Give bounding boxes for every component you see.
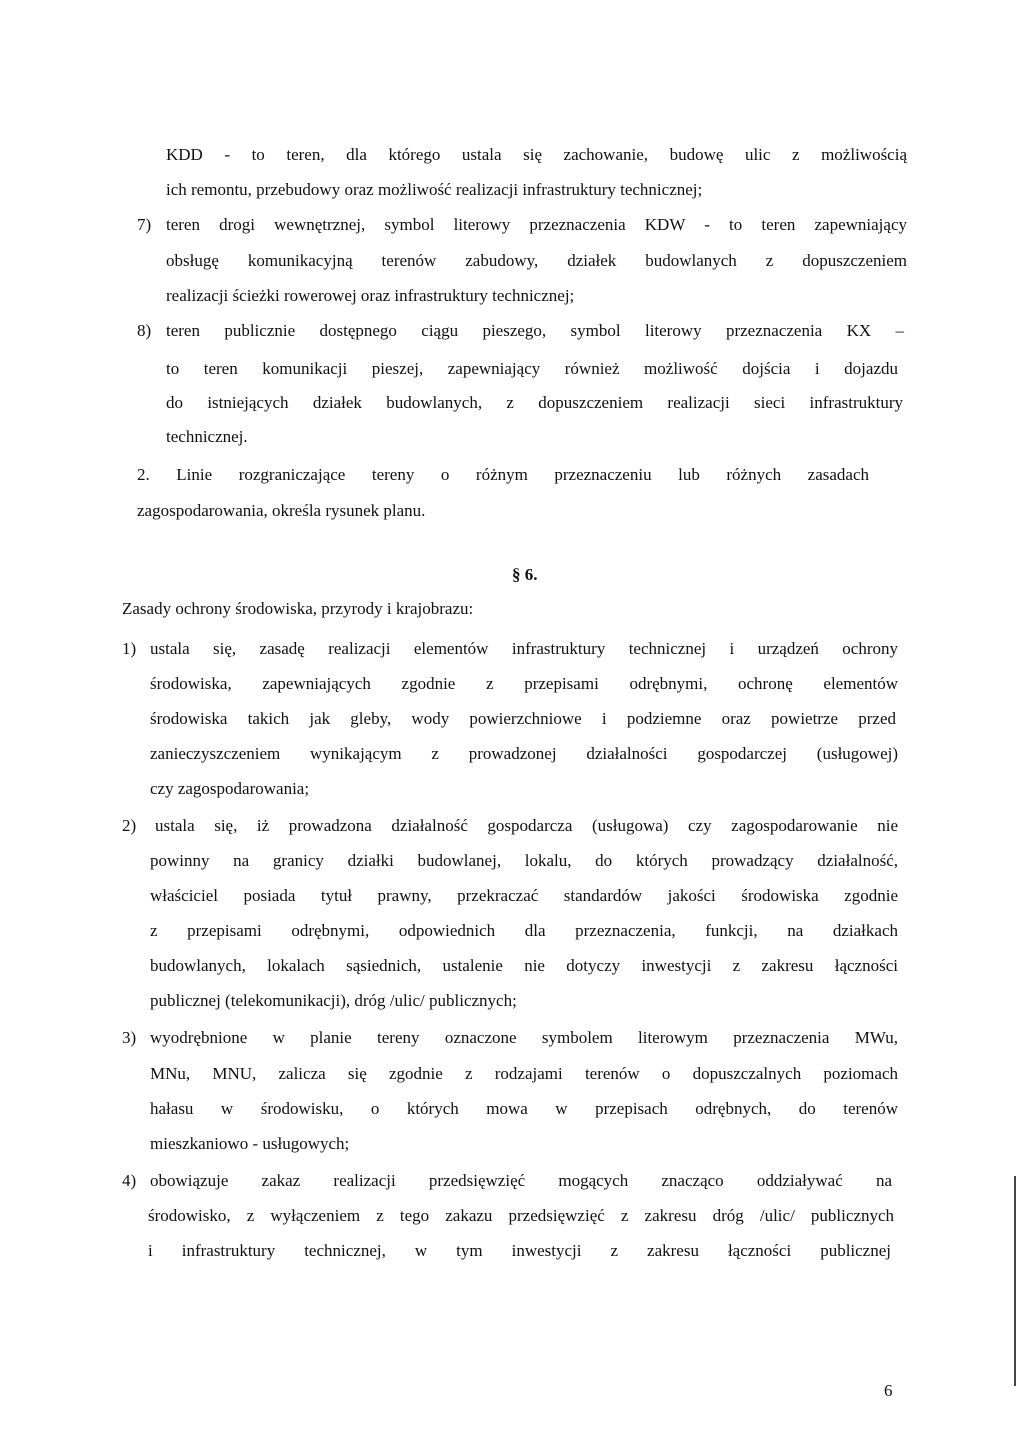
scan-edge-line [1014,1176,1016,1386]
item-number: 7) [137,215,152,234]
text-line: ustala się, zasadę realizacji elementów infrastruktury technicznej i urządzeń ochrony [150,639,898,658]
text-line: ich remontu, przebudowy oraz możliwość realizacji infrastruktury technicznej; [166,180,703,199]
text-line: z przepisami odrębnymi, odpowiednich dla przeznaczenia, funkcji, na działkach [150,921,898,940]
item-number: 2) [122,816,137,835]
item-number: 4) [122,1171,137,1190]
text-line: zanieczyszczeniem wynikającym z prowadzonej działalności gospodarczej (usługowej) [150,744,898,763]
text-line: obsługę komunikacyjną terenów zabudowy, działek budowlanych z dopuszczeniem [166,251,907,270]
text-line: powinny na granicy działki budowlanej, lokalu, do których prowadzący działalność, [150,851,898,870]
text-line: 2. Linie rozgraniczające tereny o różnym przeznaczeniu lub różnych zasadach [137,465,869,484]
text-line: środowiska takich jak gleby, wody powierzchniowe i podziemne oraz powietrze przed [150,709,896,728]
text-line: teren drogi wewnętrznej, symbol literowy przeznaczenia KDW - to teren zapewniający [166,215,907,234]
text-line: czy zagospodarowania; [150,779,310,798]
page-number: 6 [884,1381,893,1400]
item-number: 8) [137,321,152,340]
text-line: ustala się, iż prowadzona działalność gospodarcza (usługowa) czy zagospodarowanie nie [155,816,898,835]
text-line: właściciel posiada tytuł prawny, przekraczać standardów jakości środowiska zgodnie [150,886,898,905]
text-line: publicznej (telekomunikacji), dróg /ulic/ publicznych; [150,991,517,1010]
text-line: MNu, MNU, zalicza się zgodnie z rodzajami terenów o dopuszczalnych poziomach [150,1064,898,1083]
text-line: mieszkaniowo - usługowych; [150,1134,350,1153]
text-line: to teren komunikacji pieszej, zapewniający również możliwość dojścia i dojazdu [166,359,898,378]
text-line: teren publicznie dostępnego ciągu pieszego, symbol literowy przeznaczenia KX – [166,321,904,340]
text-line: zagospodarowania, określa rysunek planu. [137,501,426,520]
text-line: KDD - to teren, dla którego ustala się zachowanie, budowę ulic z możliwością [166,145,907,164]
text-line: środowiska, zapewniających zgodnie z przepisami odrębnymi, ochronę elementów [150,674,898,693]
text-line: środowisko, z wyłączeniem z tego zakazu przedsięwzięć z zakresu dróg /ulic/ publicznych [148,1206,894,1225]
text-line: do istniejących działek budowlanych, z dopuszczeniem realizacji sieci infrastruktury [166,393,903,412]
section-heading: § 6. [512,565,538,584]
item-number: 3) [122,1028,137,1047]
text-line: hałasu w środowisku, o których mowa w przepisach odrębnych, do terenów [150,1099,898,1118]
text-line: obowiązuje zakaz realizacji przedsięwzięć mogących znacząco oddziaływać na [150,1171,892,1190]
section-intro: Zasady ochrony środowiska, przyrody i krajobrazu: [122,599,474,618]
text-line: i infrastruktury technicznej, w tym inwestycji z zakresu łączności publicznej [148,1241,891,1260]
text-line: realizacji ścieżki rowerowej oraz infrastruktury technicznej; [166,286,575,305]
text-line: wyodrębnione w planie tereny oznaczone symbolem literowym przeznaczenia MWu, [150,1028,898,1047]
text-line: budowlanych, lokalach sąsiednich, ustalenie nie dotyczy inwestycji z zakresu łączności [150,956,898,975]
item-number: 1) [122,639,137,658]
text-line: technicznej. [166,427,248,446]
